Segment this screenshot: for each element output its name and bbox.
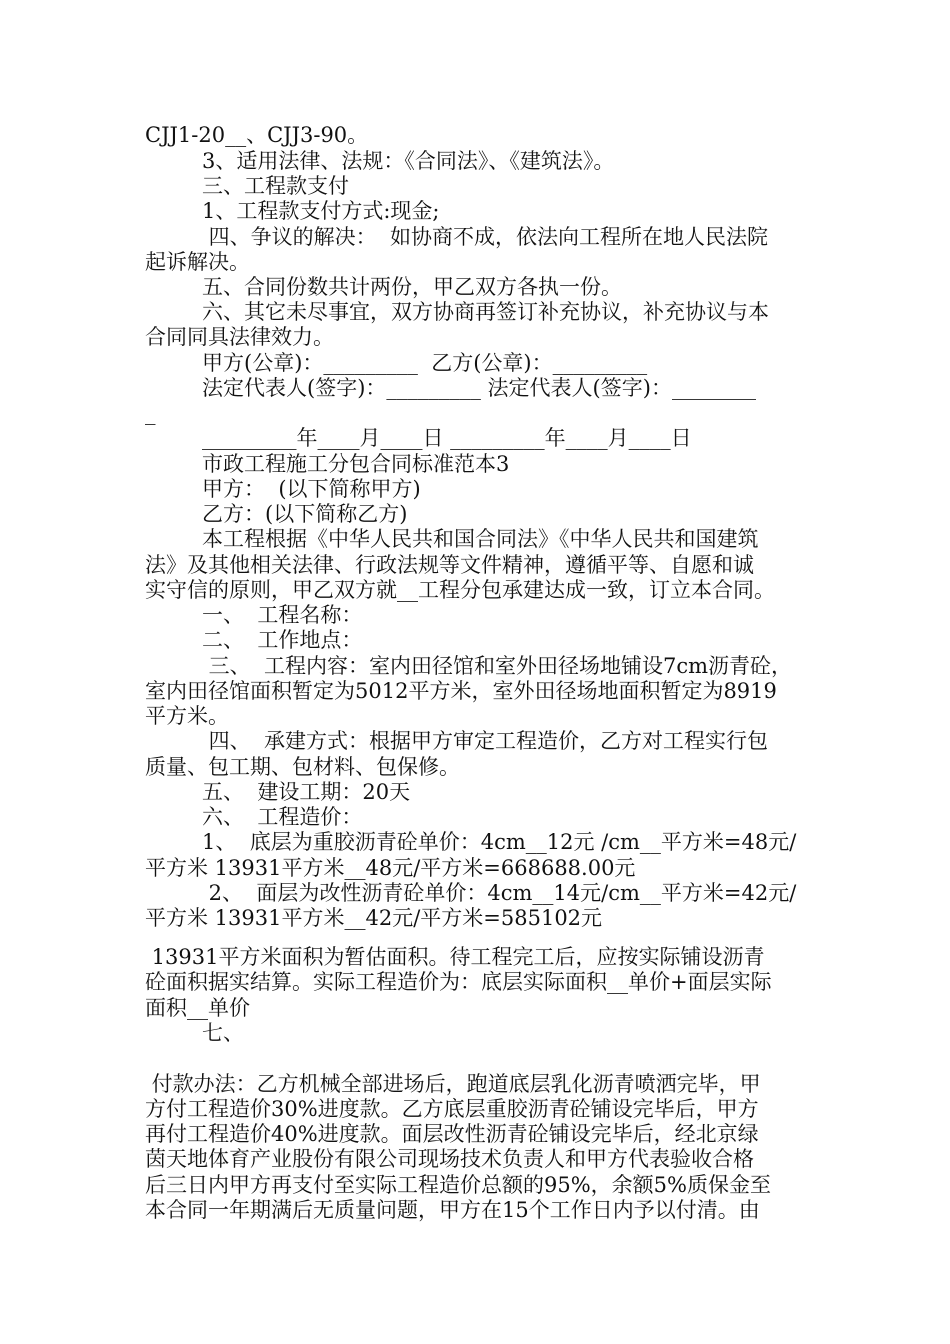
section-heading: 五、合同份数共计两份，甲乙双方各执一份。 [202, 275, 622, 299]
text-line: 室内田径馆面积暂定为5012平方米，室外田径场地面积暂定为8919 [145, 679, 777, 703]
section-heading: 二、 工作地点： [202, 628, 363, 652]
section-heading: 四、 承建方式：根据甲方审定工程造价，乙方对工程实行包 [202, 729, 769, 753]
text-line: 再付工程造价40%进度款。面层改性沥青砼铺设完毕后，经北京绿 [145, 1122, 759, 1146]
text-line: 平方米 13931平方米__42元/平方米=585102元 [145, 906, 603, 930]
text-line: 法》及其他相关法律、行政法规等文件精神，遵循平等、自愿和诚 [145, 553, 754, 577]
text-line: 2、 面层为改性沥青砼单价：4cm__14元/cm__平方米=42元/ [202, 881, 797, 905]
text-line: 实守信的原则，甲乙双方就__工程分包承建达成一致，订立本合同。 [145, 578, 775, 602]
section-heading: 七、 [202, 1021, 244, 1045]
signature-line: _ [145, 401, 156, 425]
date-line: _________年____月____日 _________年____月____日 [202, 426, 692, 450]
text-line: 面积__单价 [145, 996, 250, 1020]
text-line: 后三日内甲方再支付至实际工程造价总额的95%，余额5%质保金至 [145, 1173, 771, 1197]
text-line: CJJ1-20__、CJJ3-90。 [145, 123, 369, 147]
text-line: 茵天地体育产业股份有限公司现场技术负责人和甲方代表验收合格 [145, 1147, 754, 1171]
text-line: 砼面积据实结算。实际工程造价为：底层实际面积__单价+面层实际 [145, 970, 772, 994]
text-line: 1、工程款支付方式:现金; [202, 199, 440, 223]
text-line: 付款办法：乙方机械全部进场后，跑道底层乳化沥青喷洒完毕，甲 [145, 1072, 761, 1096]
text-line: 平方米 13931平方米__48元/平方米=668688.00元 [145, 856, 636, 880]
text-line: 13931平方米面积为暂估面积。待工程完工后，应按实际铺设沥青 [145, 945, 765, 969]
party-line: 乙方：(以下简称乙方) [202, 502, 408, 526]
text-line: 合同同具法律效力。 [145, 325, 334, 349]
text-line: 起诉解决。 [145, 250, 250, 274]
section-heading: 一、 工程名称： [202, 603, 363, 627]
section-heading: 三、工程款支付 [202, 174, 349, 198]
text-line: 本工程根据《中华人民共和国合同法》《中华人民共和国建筑 [202, 527, 759, 551]
text-line: 平方米。 [145, 704, 229, 728]
signature-line: 甲方(公章)：_________ 乙方(公章)：_________ [202, 351, 648, 375]
signature-line: 法定代表人(签字)：_________ 法定代表人(签字)：________ [202, 376, 756, 400]
section-heading: 六、 工程造价： [202, 805, 363, 829]
text-line: 质量、包工期、包材料、包保修。 [145, 755, 460, 779]
text-line: 本合同一年期满后无质量问题，甲方在15个工作日内予以付清。由 [145, 1198, 760, 1222]
text-line: 方付工程造价30%进度款。乙方底层重胶沥青砼铺设完毕后，甲方 [145, 1097, 759, 1121]
section-heading: 三、 工程内容：室内田径馆和室外田径场地铺设7cm沥青砼， [202, 654, 793, 678]
document-title: 市政工程施工分包合同标准范本3 [202, 452, 510, 476]
party-line: 甲方： (以下简称甲方) [202, 477, 421, 501]
text-line: 3、适用法律、法规：《合同法》、《建筑法》。 [202, 149, 615, 173]
section-heading: 四、争议的解决： 如协商不成，依法向工程所在地人民法院 [202, 225, 769, 249]
section-heading: 六、其它未尽事宜，双方协商再签订补充协议，补充协议与本 [202, 300, 769, 324]
section-heading: 五、 建设工期：20天 [202, 780, 411, 804]
text-line: 1、 底层为重胶沥青砼单价：4cm__12元 /cm__平方米=48元/ [202, 830, 797, 854]
